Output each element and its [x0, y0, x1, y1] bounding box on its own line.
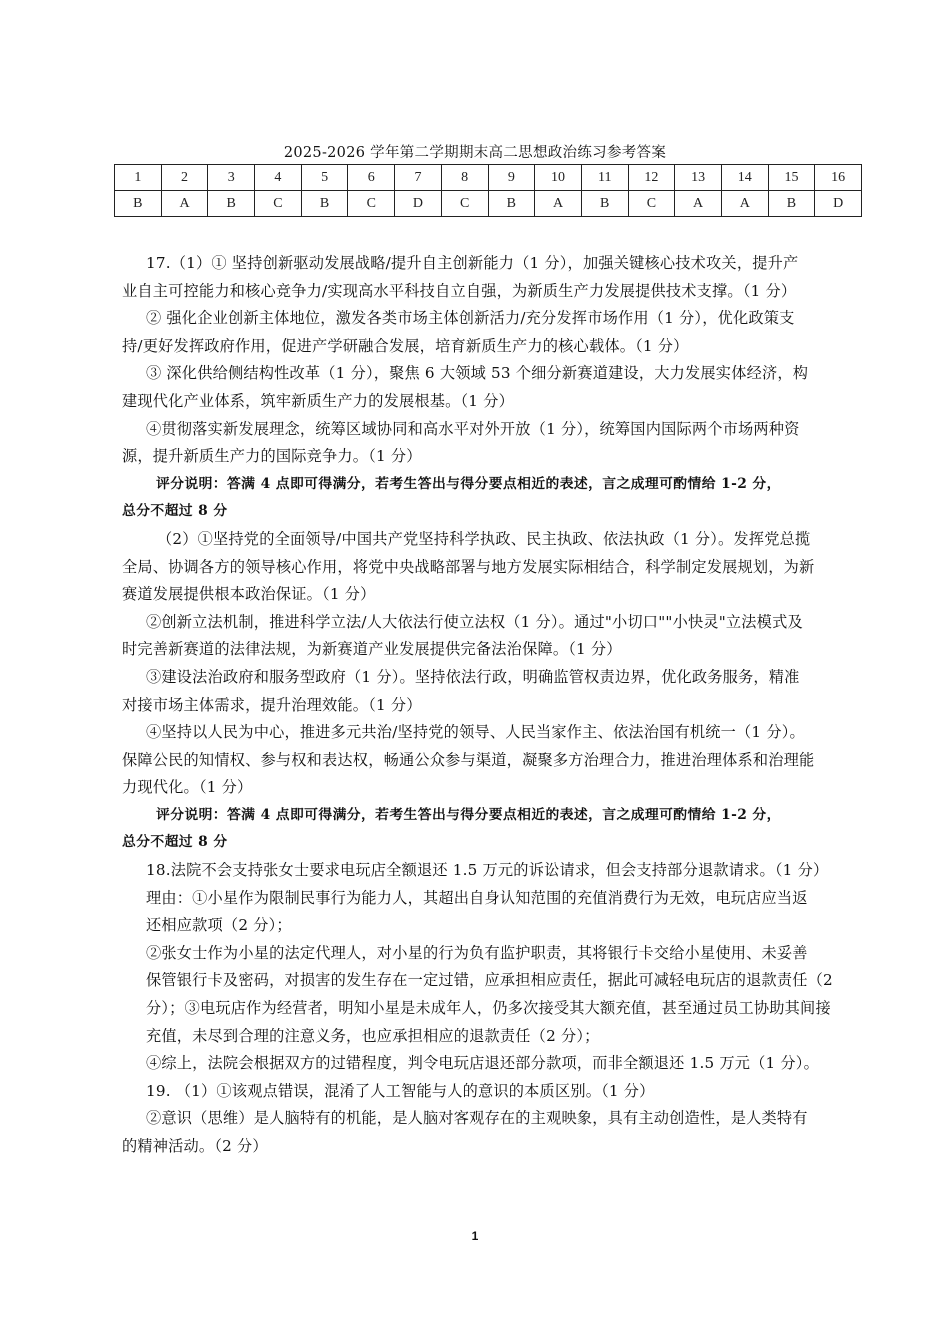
answer-line: 全局、协调各方的领导核心作用，将党中央战略部署与地方发展实际相结合，科学制定发展规划，为新 [122, 557, 815, 576]
answer-line: 理由：①小星作为限制民事行为能力人，其超出自身认知范围的充值消费行为无效，电玩店应当返 [146, 888, 808, 907]
answer-cell: D [815, 191, 862, 217]
answer-table-answer-row [115, 191, 862, 217]
answer-line: 分）；③电玩店作为经营者，明知小星是未成年人，仍多次接受其大额充值，甚至通过员工协助其间接 [146, 999, 831, 1018]
answer-line: 建现代化产业体系，筑牢新质生产力的发展根基。（1 分） [122, 391, 514, 410]
question-number-cell: 1 [115, 165, 162, 191]
question-number-cell: 11 [581, 165, 628, 191]
question-number-cell: 5 [301, 165, 348, 191]
answer-cell: B [115, 191, 162, 217]
question-number-cell: 8 [441, 165, 488, 191]
answer-line: 时完善新赛道的法律法规，为新赛道产业发展提供完备法治保障。（1 分） [122, 640, 622, 659]
answer-cell: B [581, 191, 628, 217]
answer-table-number-row [115, 165, 862, 191]
question-number-cell: 13 [675, 165, 722, 191]
answer-line: ②张女士作为小星的法定代理人，对小星的行为负有监护职责，其将银行卡交给小星使用、未妥善 [146, 943, 808, 962]
question-number-cell: 15 [768, 165, 815, 191]
answer-body [122, 250, 862, 1161]
answer-cell: C [628, 191, 675, 217]
page-number: 1 [471, 1229, 479, 1243]
question-number-cell: 10 [535, 165, 582, 191]
question-number-cell: 2 [161, 165, 208, 191]
answer-line: ②创新立法机制，推进科学立法/人大依法行使立法权（1 分）。通过"小切口""小快灵"立法模式及 [146, 612, 803, 631]
answer-line: 对接市场主体需求，提升治理效能。（1 分） [122, 695, 422, 714]
answer-cell: B [301, 191, 348, 217]
document-title: 2025-2026 学年第二学期期末高二思想政治练习参考答案 [283, 145, 667, 161]
answer-line: 保管银行卡及密码，对损害的发生存在一定过错，应承担相应责任，据此可减轻电玩店的退款责任（2 [146, 971, 833, 990]
question-number-cell: 3 [208, 165, 255, 191]
scoring-note: 评分说明：答满 4 点即可得满分，若考生答出与得分要点相近的表述，言之成理可酌情给 1-2 分， [156, 806, 781, 823]
question-number-cell: 6 [348, 165, 395, 191]
question-number-cell: 12 [628, 165, 675, 191]
question-number-cell: 14 [721, 165, 768, 191]
scoring-note: 评分说明：答满 4 点即可得满分，若考生答出与得分要点相近的表述，言之成理可酌情给 1-2 分， [156, 475, 781, 492]
answer-line: 17.（1）① 坚持创新驱动发展战略/提升自主创新能力（1 分），加强关键核心技术攻关，提升产 [146, 254, 799, 272]
answer-line: 持/更好发挥政府作用，促进产学研融合发展，培育新质生产力的核心载体。（1 分） [122, 336, 689, 355]
answer-cell: C [348, 191, 395, 217]
answer-line: 源，提升新质生产力的国际竞争力。（1 分） [122, 447, 422, 466]
answer-cell: B [488, 191, 535, 217]
answer-cell: C [441, 191, 488, 217]
answer-line: 赛道发展提供根本政治保证。（1 分） [122, 585, 376, 604]
answer-line: 力现代化。（1 分） [122, 778, 253, 797]
answer-line: ③ 深化供给侧结构性改革（1 分），聚焦 6 大领域 53 个细分新赛道建设，大力发展实体经济，构 [146, 364, 809, 383]
answer-line: 19. （1）①该观点错误，混淆了人工智能与人的意识的本质区别。（1 分） [146, 1081, 655, 1100]
answer-cell: B [208, 191, 255, 217]
answer-line: 还相应款项（2 分）； [146, 916, 292, 935]
scoring-note: 总分不超过 8 分 [122, 503, 228, 520]
answer-cell: B [768, 191, 815, 217]
question-number-cell: 7 [395, 165, 442, 191]
answer-cell: A [535, 191, 582, 217]
answer-cell: A [675, 191, 722, 217]
answer-cell: D [395, 191, 442, 217]
answer-line: ③建设法治政府和服务型政府（1 分）。坚持依法行政，明确监管权责边界，优化政务服务，精准 [146, 667, 800, 686]
answer-cell: A [161, 191, 208, 217]
answer-line: ④贯彻落实新发展理念，统筹区域协同和高水平对外开放（1 分），统筹国内国际两个市场两种资 [146, 419, 800, 438]
answer-line: 保障公民的知情权、参与权和表达权，畅通公众参与渠道，凝聚多方治理合力，推进治理体系和治理能 [122, 750, 815, 769]
answer-line: ④坚持以人民为中心，推进多元共治/坚持党的领导、人民当家作主、依法治国有机统一（1 分）。 [146, 723, 805, 742]
question-number-cell: 4 [255, 165, 302, 191]
answer-cell: C [255, 191, 302, 217]
answer-line: ②意识（思维）是人脑特有的机能，是人脑对客观存在的主观映象，具有主动创造性，是人类特有 [146, 1109, 808, 1128]
scoring-note: 总分不超过 8 分 [122, 834, 228, 851]
answer-line: 的精神活动。（2 分） [122, 1137, 268, 1155]
answer-table [114, 164, 862, 217]
answer-line: （2）①坚持党的全面领导/中国共产党坚持科学执政、民主执政、依法执政（1 分）。发挥党总揽 [157, 529, 811, 548]
question-number-cell: 16 [815, 165, 862, 191]
answer-line: ④综上，法院会根据双方的过错程度，判令电玩店退还部分款项，而非全额退还 1.5 万元（1 分）。 [146, 1054, 819, 1073]
answer-cell: A [721, 191, 768, 217]
answer-line: 充值，未尽到合理的注意义务，也应承担相应的退款责任（2 分）； [146, 1026, 600, 1045]
answer-line: ② 强化企业创新主体地位，激发各类市场主体创新活力/充分发挥市场作用（1 分），优化政策支 [146, 309, 795, 328]
answer-line: 18.法院不会支持张女士要求电玩店全额退还 1.5 万元的诉讼请求，但会支持部分退款请求。（1 分） [146, 861, 829, 880]
question-number-cell: 9 [488, 165, 535, 191]
answer-line: 业自主可控能力和核心竞争力/实现高水平科技自立自强，为新质生产力发展提供技术支撑。（1 分） [122, 281, 797, 300]
